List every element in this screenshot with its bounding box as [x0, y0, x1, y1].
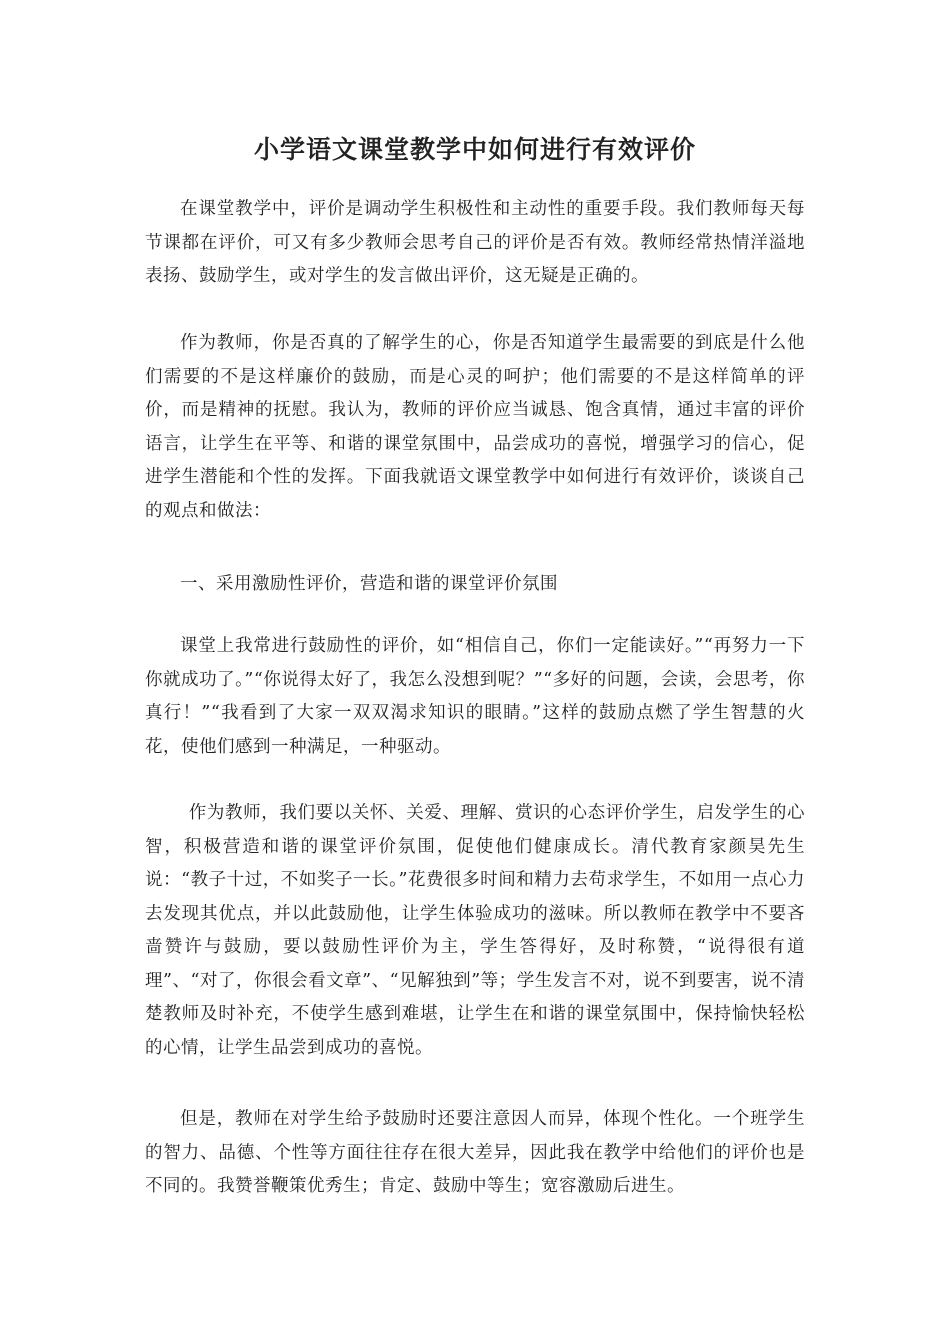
paragraph-teacher-role: 作为教师，你是否真的了解学生的心，你是否知道学生最需要的到底是什么他们需要的不是这样廉价的鼓励，而是心灵的呵护；他们需要的不是这样简单的评价，而是精神的抚慰。我认为，教师的评价应当诚恳、饱含真情，通过丰富的评价语言，让学生在平等、和谐的课堂氛围中，品尝成功的喜悦，增强学习的信心，促进学生潜能和个性的发挥。下面我就语文课堂教学中如何进行有效评价，谈谈自己的观点和做法：: [145, 333, 805, 521]
paragraph-intro: 在课堂教学中，评价是调动学生积极性和主动性的重要手段。我们教师每天每节课都在评价，可又有多少教师会思考自己的评价是否有效。教师经常热情洋溢地表扬、鼓励学生，或对学生的发言做出评价，这无疑是正确的。: [145, 199, 805, 286]
paragraph-harmonious-atmosphere: 作为教师，我们要以关怀、关爱、理解、赏识的心态评价学生，启发学生的心智，积极营造和谐的课堂评价氛围，促使他们健康成长。清代教育家颜昊先生说：“教子十过，不如奖子一长。”花费很多时间和精力去苟求学生，不如用一点心力去发现其优点，并以此鼓励他，让学生体验成功的滋味。所以教师在教学中不要吝啬赞许与鼓励，要以鼓励性评价为主，学生答得好，及时称赞，“说得很有道理”、“对了，你很会看文章”、“见解独到”等；学生发言不对，说不到要害，说不清楚教师及时补充，不使学生感到难堪，让学生在和谐的课堂氛围中，保持愉快轻松的心情，让学生品尝到成功的喜悦。: [145, 803, 805, 1058]
document-title: 小学语文课堂教学中如何进行有效评价: [253, 135, 696, 164]
paragraph-encouragement-examples: 课堂上我常进行鼓励性的评价，如“相信自己，你们一定能读好。”“再努力一下你就成功了。”“你说得太好了，我怎么没想到呢？”“多好的问题，会读，会思考，你真行！”“我看到了大家一双双渴求知识的眼睛。”这样的鼓励点燃了学生智慧的火花，使他们感到一种满足，一种驱动。: [145, 636, 805, 757]
paragraph-individualization: 但是，教师在对学生给予鼓励时还要注意因人而异，体现个性化。一个班学生的智力、品德、个性等方面往往存在很大差异，因此我在教学中给他们的评价也是不同的。我赞誉鞭策优秀生；肯定、鼓励中等生；宽容激励后进生。: [145, 1109, 805, 1196]
section-heading-1: 一、采用激励性评价，营造和谐的课堂评价氛围: [180, 574, 558, 594]
